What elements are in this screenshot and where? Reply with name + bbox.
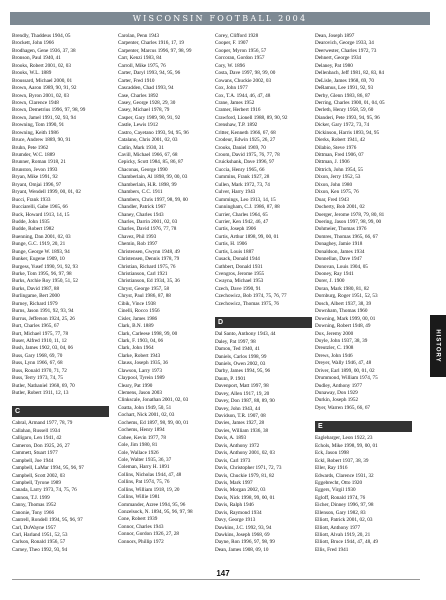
roster-entry: Elliott, Anthony 1977 xyxy=(315,524,361,531)
section-header-d: D xyxy=(215,317,312,328)
roster-entry: Buser, Alfred 1910, 11, 12 xyxy=(12,337,67,344)
roster-column-3 xyxy=(215,33,327,554)
roster-entry: Brendly, Thaddeus 1904, 05 xyxy=(12,33,71,39)
roster-entry: Doyle, John 1937, 38, 39 xyxy=(315,337,368,344)
roster-entry: Dohmeier, Thomas 1976 xyxy=(315,226,367,233)
roster-entry: Cammett, Stuart 1977 xyxy=(12,450,58,457)
roster-entry: Brunner, Roman 1918, 21 xyxy=(12,159,66,166)
roster-entry: Dawkins, J.C. 1992, 93, 94 xyxy=(215,524,272,531)
roster-entry: Culver, Harry 1943 xyxy=(215,189,256,196)
roster-entry: Charles, David 1976, 77, 78 xyxy=(118,226,177,233)
roster-entry: Crodeur, Edwin 1925, 26, 27 xyxy=(215,137,276,144)
roster-entry: Cannon, T.J. 1999 xyxy=(12,494,50,501)
roster-entry: Cavill, Michael 1966, 67, 68 xyxy=(118,152,178,158)
roster-entry: Brumder, W.C. 1889 xyxy=(12,152,55,158)
roster-entry: Doerger, Jerome 1978, 79, 80, 81 xyxy=(315,211,385,218)
roster-entry: Cantrell, Rondell 1994, 95, 96, 97 xyxy=(12,517,83,524)
roster-entry: Calligaro, Len 1941, 42 xyxy=(12,435,62,442)
roster-entry: Edwards, Clarence 1931, 32 xyxy=(315,472,374,479)
roster-entry: Brockett, John 1966 xyxy=(12,40,54,47)
roster-entry: Brodhagen, Gene 1936, 37, 38 xyxy=(12,47,76,54)
c-names-list xyxy=(12,420,124,554)
roster-entry: Drummond, William 1974, 75 xyxy=(315,375,378,382)
roster-entry: Catalano, Chris 2001, 02, 03 xyxy=(118,137,178,144)
roster-entry: Downing, Mark 1999, 00, 01 xyxy=(315,315,376,322)
roster-entry: Budde, John 1935 xyxy=(12,218,50,225)
roster-entry: Dudley, Anthony 1977 xyxy=(315,382,363,389)
roster-entry: Davenport, Matt 1997, 98 xyxy=(215,383,269,390)
roster-entry: Dox, Jeremy 2000 xyxy=(315,330,354,337)
section-header-c: C xyxy=(12,406,109,417)
roster-entry: Carolan, Penn 1943 xyxy=(118,33,160,39)
roster-entry: Davis, Morgan 2002, 03 xyxy=(215,487,266,494)
roster-entry: Dixon, John 1980 xyxy=(315,181,353,188)
roster-column-4 xyxy=(315,33,419,554)
roster-entry: Burlingame, Bert 2000 xyxy=(12,293,60,300)
roster-entry: Croom, David 1975, 76, 77, 78 xyxy=(215,152,280,158)
roster-entry: Crenshaw, T.P. 1892 xyxy=(215,122,258,129)
roster-entry: Davis, Christopher 1971, 72, 73 xyxy=(215,465,282,472)
roster-entry: Chambers, Chris 1997, 98, 99, 00 xyxy=(118,196,188,203)
roster-entry: Durkin, Joseph 1952 xyxy=(315,397,359,404)
roster-entry: Burgess, Yusef 1990, 91, 92, 93 xyxy=(12,263,78,270)
roster-entry: Dilabio, Steve 1976 xyxy=(315,144,357,151)
roster-column-2 xyxy=(118,33,230,546)
roster-entry: Davis, Anthony 2001, 02, 03 xyxy=(215,450,275,457)
roster-entry: Casper, Gary 1989, 90, 91, 92 xyxy=(118,114,181,121)
roster-entry: Czechowicz, Thomas 1975, 76 xyxy=(215,300,280,307)
roster-entry: Cascadden, Chad 1993, 94 xyxy=(118,85,174,92)
roster-entry: Cullen, Mark 1972, 73, 74 xyxy=(215,181,270,188)
roster-entry: Daum, P. 1901 xyxy=(215,375,246,382)
roster-entry: Davis, Ralph 1946 xyxy=(215,502,254,509)
roster-entry: Cuthbert, Donald 1931 xyxy=(215,263,263,270)
roster-entry: Elliott, Patrick 2001, 02, 03 xyxy=(315,517,373,524)
roster-entry: Cole, Wallace 1926 xyxy=(118,449,159,456)
roster-entry: Clark, Carleese 1998, 99, 00 xyxy=(118,330,178,337)
roster-entry: Bucci, Frank 1933 xyxy=(12,196,51,203)
roster-entry: Donaghey, Jamie 1918 xyxy=(315,241,363,248)
roster-entry: Browning, Tom 1990, 91 xyxy=(12,122,65,129)
roster-entry: Cunningham, C.J. 1986, 87, 88 xyxy=(215,204,280,211)
roster-entry: Christianson, Carl 1921 xyxy=(118,271,168,277)
roster-entry: Broussard, Michael 2000, 01 xyxy=(12,77,73,84)
roster-entry: Clark, John 1964 xyxy=(118,345,154,352)
roster-entry: Collins, Willie 1981 xyxy=(118,494,160,501)
roster-entry: Collins, Nicholas 1944, 47, 48 xyxy=(118,471,182,478)
roster-entry: Crane, James 1952 xyxy=(215,99,255,106)
roster-entry: Cone, Robert 1939 xyxy=(118,516,158,523)
roster-entry: Davey, John 1943, 44 xyxy=(215,405,261,412)
roster-entry: Chryst, George 1957, 58 xyxy=(118,285,170,292)
roster-entry: Bush, James 1902, 03, 04, 06 xyxy=(12,345,73,352)
roster-entry: Carl, Harland 1951, 52, 53 xyxy=(12,532,68,538)
roster-entry: Daniels, Carlos 1998, 99 xyxy=(215,353,267,360)
roster-entry: Collins, Pat 1974, 75, 76 xyxy=(118,479,170,486)
roster-entry: Cohee, Kevin 1977, 78 xyxy=(118,434,166,441)
roster-entry: Brooks, W.L. 1889 xyxy=(12,70,52,77)
roster-entry: Downing, Robert 1948, 49 xyxy=(315,323,371,330)
roster-entry: Cibik, Vince 1938 xyxy=(118,300,156,307)
roster-entry: Bunge, George W. 1893, 94 xyxy=(12,248,70,255)
roster-entry: Christensen, Dennis 1978, 79 xyxy=(118,256,180,263)
roster-entry: Cole, Jim 1980, 81 xyxy=(118,442,158,449)
roster-entry: Burt, Michael 1975, 77, 78 xyxy=(12,330,69,337)
roster-entry: Dittrich, John 1954, 55 xyxy=(315,166,363,173)
section-header-e: E xyxy=(315,421,412,432)
roster-entry: Davies, James 1927, 28 xyxy=(215,420,265,427)
roster-entry: Elliott, Bruce 1944, 47, 48, 49 xyxy=(315,539,378,546)
roster-entry: Dittman, J. 1906 xyxy=(315,159,350,166)
roster-entry: Czechowicz, Bob 1974, 75, 76, 77 xyxy=(215,293,287,300)
roster-entry: Casey, Michael 1978, 79 xyxy=(118,107,170,114)
roster-entry: Collins, William 1918, 19, 20 xyxy=(118,486,180,493)
roster-entry: Derleth, Henry 1958, 59, 60 xyxy=(315,107,374,114)
roster-entry: Campbell, LaMar 1994, 95, 96, 97 xyxy=(12,465,84,472)
roster-entry: Cepicky, Scott 1984, 85, 86, 87 xyxy=(118,159,184,166)
roster-entry: Dooney, Ray 1941 xyxy=(315,271,354,277)
roster-entry: Dyer, Warren 1965, 66, 67 xyxy=(315,404,371,411)
roster-entry: Cummins, Frank 1927, 28 xyxy=(215,174,270,181)
roster-entry: Eicher, Dinney 1996, 97, 98 xyxy=(315,502,374,509)
roster-entry: Burns, Jason 1991, 92, 93, 94 xyxy=(12,308,74,315)
roster-entry: Buck, Howard 1913, 14, 15 xyxy=(12,211,70,218)
roster-entry: Carr, Kenzi 1983, 84 xyxy=(118,55,162,62)
roster-entry: Dehnert, George 1934 xyxy=(315,55,362,62)
roster-entry: Cochems, Henry 1894 xyxy=(118,427,165,434)
d-names-list-continued xyxy=(315,33,419,412)
roster-entry: Chaney, Charles 1943 xyxy=(118,211,164,218)
roster-entry: Eaglebarger, Leon 1922, 23 xyxy=(315,435,373,442)
roster-entry: Cory, W. 1896 xyxy=(215,62,245,69)
roster-entry: Buss, Lynn 1966, 67, 68 xyxy=(12,360,63,367)
roster-entry: Dierks, Robert 1941, 42 xyxy=(315,137,365,144)
roster-entry: Driver, Earl 1899, 00, 01, 02 xyxy=(315,367,375,374)
roster-entry: Buenning, Dan 2001, 02, 03 xyxy=(12,233,71,240)
roster-entry: Eggers, Virgil 1930 xyxy=(315,487,356,494)
roster-entry: Burney, Richard 1979 xyxy=(12,300,58,307)
roster-entry: Cleary, Pat 1990 xyxy=(118,382,153,389)
roster-entry: Doering, Jason 1997, 98, 99, 00 xyxy=(315,218,382,225)
roster-entry: Dreutzler, C. 1908 xyxy=(315,345,354,352)
roster-entry: Cuccia, Henry 1965, 66 xyxy=(215,166,265,173)
roster-entry: Chambers, C.C. 1911 xyxy=(118,189,163,196)
roster-entry: Currier, Ken 1942, 46, 47 xyxy=(215,218,269,225)
roster-entry: Christian, Richard 1975, 76 xyxy=(118,263,176,270)
roster-entry: Darby, James 1994, 95, 96 xyxy=(215,368,271,375)
roster-entry: Canonie, Tony 1966 xyxy=(12,509,55,516)
roster-entry: Cisler, James 1986 xyxy=(118,315,158,322)
roster-entry: Callahan, Russell 1934 xyxy=(12,427,60,434)
c-names-list-continued xyxy=(118,33,230,546)
roster-entry: Eck, Jason 1998 xyxy=(315,450,349,457)
roster-entry: Burrus, Jefferson 1924, 25, 26 xyxy=(12,315,75,322)
page-number: 147 xyxy=(216,569,230,578)
roster-entry: Cruickshank, Dave 1996, 97 xyxy=(215,159,275,166)
roster-entry: Campbell, Joe 1944 xyxy=(12,457,54,464)
roster-entry: Burks, Archie Roy 1950, 51, 52 xyxy=(12,278,78,285)
roster-entry: Bryant, Omjai 1996, 97 xyxy=(12,181,62,188)
roster-entry: Davidson, T.R. 1907, 08 xyxy=(215,413,266,419)
c-names-list-end xyxy=(215,33,327,308)
roster-entry: Catlin, Mark 1930, 31 xyxy=(118,144,164,151)
roster-entry: Chavez, Phil 1993 xyxy=(118,233,157,240)
roster-entry: Delaney, Pat 1980 xyxy=(315,62,353,69)
roster-entry: Dearovich, George 1933, 34 xyxy=(315,40,374,47)
roster-entry: Chryst, Paul 1986, 87, 88 xyxy=(118,293,171,300)
roster-entry: Connor, Gordon 1926, 27, 28 xyxy=(118,531,180,538)
roster-entry: DeRamus, Lee 1991, 92, 93 xyxy=(315,85,374,92)
roster-entry: Claypool, Tyrein 1989 xyxy=(118,375,165,382)
roster-entry: Christianson, Ed 1934, 35, 36 xyxy=(118,278,180,285)
roster-entry: Dittman, Fred 1906, 07 xyxy=(315,152,364,158)
roster-entry: Bunge, G.C. 1919, 20, 21 xyxy=(12,241,66,248)
roster-entry: Davey, Don 1987, 88, 89, 90 xyxy=(215,398,275,405)
roster-entry: Burt, Charles 1965, 67 xyxy=(12,323,60,330)
roster-entry: Cooper, Myron 1956, 57 xyxy=(215,47,267,54)
roster-entry: Dawkins, Joseph 1968, 69 xyxy=(215,532,270,538)
roster-entry: Chaconas, George 1990 xyxy=(118,166,168,173)
roster-entry: Clark, B.N. 1889 xyxy=(118,323,154,330)
roster-entry: Carlson, Ronald 1956, 57 xyxy=(12,539,66,546)
roster-entry: Connor, Charles 1943 xyxy=(118,523,164,530)
roster-entry: Buss, Ronald 1970, 71, 72 xyxy=(12,367,67,374)
roster-entry: Browning, Keith 1986 xyxy=(12,129,59,136)
roster-entry: Cox, T.A. 1944, 46, 47, 48 xyxy=(215,92,271,99)
roster-entry: Commander, Azree 1994, 95, 96 xyxy=(118,501,186,508)
e-names-list xyxy=(315,435,419,554)
roster-entry: Burks, David 1987, 88 xyxy=(12,285,60,292)
roster-entry: Crooks, Daniel 1969, 70 xyxy=(215,144,266,151)
roster-entry: Carpenter, Charles 1916, 17, 19 xyxy=(118,40,184,47)
roster-entry: Dickinson, Harris 1893, 94, 95 xyxy=(315,129,380,136)
roster-entry: Costa, Dave 1997, 98, 99, 00 xyxy=(215,70,276,77)
roster-entry: Castle, Lewis 1912 xyxy=(118,122,158,129)
roster-entry: Brown, Byron 2001, 02, 03 xyxy=(12,92,69,99)
roster-entry: Dunaway, Don 1929 xyxy=(315,390,358,396)
roster-entry: Clemens, Jason 2003 xyxy=(118,390,162,396)
roster-entry: Chemin, Rob 1997 xyxy=(118,241,158,248)
d-names-list xyxy=(215,331,327,554)
roster-entry: Carl, DuWayne 1957 xyxy=(12,524,56,531)
roster-entry: Cole, Walter 1935, 36, 37 xyxy=(118,456,172,463)
roster-entry: Curtis, Joseph 1906 xyxy=(215,226,257,233)
roster-entry: Buss, Terry 1973, 74, 75 xyxy=(12,375,63,382)
roster-entry: Cramer, Herbert 1916 xyxy=(215,107,261,114)
roster-entry: Dayne, Ron 1996, 97, 98, 99 xyxy=(215,539,275,546)
roster-entry: Bryant, Wendell 1999, 00, 01, 02 xyxy=(12,189,81,196)
roster-entry: Brown, Aaron 1989, 90, 91, 92 xyxy=(12,85,77,92)
roster-entry: Curtis, Louis 1887 xyxy=(215,248,254,255)
roster-entry: Downham, Thomas 1960 xyxy=(315,308,368,315)
b-names-list xyxy=(12,33,124,397)
roster-entry: Butler, Robert 1911, 12, 13 xyxy=(12,390,69,396)
roster-entry: Campbell, Tyrone 1989 xyxy=(12,479,61,486)
roster-entry: Donaldson, James 1934 xyxy=(315,248,365,255)
roster-entry: Cowans, Chuckie 2002, 03 xyxy=(215,77,272,84)
roster-entry: Daley, Pat 1997, 98 xyxy=(215,338,256,345)
roster-entry: Donnellan, Dave 1947 xyxy=(315,256,362,263)
roster-entry: Curtis, H. 1906 xyxy=(215,241,247,248)
roster-entry: Cummings, Leo 1913, 14, 15 xyxy=(215,196,276,203)
roster-entry: Bunker, Eugene 1909, 10 xyxy=(12,256,65,263)
roster-entry: Cusack, Donald 1944 xyxy=(215,256,260,263)
roster-entry: Crawford, Lionell 1988, 89, 90, 92 xyxy=(215,114,288,121)
roster-entry: Dornburg, Roger 1951, 52, 53 xyxy=(315,293,378,300)
roster-entry: Doar, Fred 1943 xyxy=(315,196,349,203)
roster-entry: Cox, John 1977 xyxy=(215,85,248,92)
roster-entry: Cooper, F. 1907 xyxy=(215,40,249,47)
roster-entry: Burke, Tom 1995, 96, 97, 98 xyxy=(12,271,72,277)
roster-entry: Bryan, Mike 1991, 92 xyxy=(12,174,58,181)
roster-entry: Carney, Theo 1992, 93, 94 xyxy=(12,546,68,553)
roster-entry: Dean, James 1908, 09, 10 xyxy=(215,546,269,553)
roster-entry: Brown, Demetrius 1996, 97, 98, 99 xyxy=(12,107,86,114)
roster-entry: Dreyer, Wally 1946, 47, 48 xyxy=(315,360,372,367)
roster-entry: Damon, Ted 1940, 41 xyxy=(215,346,260,353)
roster-entry: Campbell, Scott 2002, 03 xyxy=(12,472,65,479)
roster-entry: Dal Santo, Anthony 1943, 44 xyxy=(215,331,276,338)
roster-entry: Chandler, Patrick 1967 xyxy=(118,204,166,211)
roster-entry: Casey, George 1928, 29, 30 xyxy=(118,99,176,106)
roster-entry: Davis, Carl 1973 xyxy=(215,457,251,464)
roster-entry: Coatta, John 1949, 50, 51 xyxy=(118,404,172,411)
roster-entry: Brown, Jamel 1991, 92, 93, 94 xyxy=(12,114,76,121)
roster-entry: Corcoran, Gordon 1957 xyxy=(215,55,265,62)
roster-entry: Davis, Mark 1997 xyxy=(215,479,253,486)
roster-entry: Davis, A. 1893 xyxy=(215,435,247,442)
roster-entry: Egloff, Ronald 1974, 76 xyxy=(315,494,366,501)
roster-entry: Carpenter, Marcus 1996, 97, 98, 99 xyxy=(118,47,192,54)
roster-entry: Bronson, Paul 1940, 41 xyxy=(12,55,61,62)
roster-entry: Czech, Dave 1990, 91 xyxy=(215,285,261,292)
roster-entry: Echols, Mike 1998, 99, 00, 01 xyxy=(315,442,378,449)
roster-entry: Bucciarelli, Gabe 1965, 66 xyxy=(12,204,68,211)
roster-entry: Donovan, Louis 1904, 05 xyxy=(315,263,368,270)
roster-entry: Castro, Cayetano 1993, 94, 95, 96 xyxy=(118,129,189,136)
roster-entry: Chamberlain, Al 1898, 99, 00, 03 xyxy=(118,174,188,181)
roster-entry: Clawson, Larry 1973 xyxy=(118,367,162,374)
roster-entry: Davies, William 1936, 38 xyxy=(215,427,269,434)
roster-entry: Dean, Joseph 1897 xyxy=(315,33,355,39)
roster-entry: Ellenson, Gary 1982, 83 xyxy=(315,509,366,516)
roster-entry: Brooks, Robert 2001, 02, 03 xyxy=(12,62,71,69)
roster-entry: Buss, Gary 1968, 69, 70 xyxy=(12,352,63,359)
roster-entry: Coleman, Harry H. 1891 xyxy=(118,464,170,471)
roster-entry: Dellenbach, Jeff 1981, 82, 83, 84 xyxy=(315,70,384,77)
roster-entry: DeLisle, James 1968, 69, 70 xyxy=(315,77,374,84)
roster-entry: Ellis, Fred 1941 xyxy=(315,546,349,553)
footer-rule xyxy=(12,579,420,580)
roster-entry: Domres, Thomas 1965, 66, 67 xyxy=(315,233,378,240)
page-header-title: WISCONSIN FOOTBALL 2004 xyxy=(132,14,308,23)
roster-entry: Clarke, Robert 1943 xyxy=(118,352,161,359)
roster-entry: Critter, Kenneth 1966, 67, 68 xyxy=(215,129,276,136)
roster-entry: Dicker, Gary 1972, 73, 74 xyxy=(315,122,370,129)
roster-entry: Connors, Phillip 1972 xyxy=(118,538,164,545)
roster-entry: Elliott, Alvah 1919, 20, 21 xyxy=(315,532,371,538)
roster-entry: Deerwester, Charles 1972, 73 xyxy=(315,47,377,54)
roster-entry: Cameron, Don 1925, 26, 27 xyxy=(12,442,70,449)
roster-entry: Eckl, Robert 1937, 38, 39 xyxy=(315,457,369,464)
roster-entry: Davey, Allen 1917, 19, 20 xyxy=(215,390,270,397)
roster-entry: Docherty, Bob 2001, 02 xyxy=(315,204,365,211)
roster-entry: Dosch, Albert 1937, 38, 39 xyxy=(315,300,372,307)
roster-entry: Brunston, Jevon 1993 xyxy=(12,166,58,173)
roster-entry: Eggebrecht, Otto 1920 xyxy=(315,479,363,486)
roster-entry: Doran, Mark 1980, 81, 82 xyxy=(315,285,370,292)
roster-entry: Canada, Larry 1973, 74, 75, 76 xyxy=(12,487,77,494)
roster-entry: Derby, Glenn 1983, 86, 87 xyxy=(315,92,371,99)
roster-column-1 xyxy=(12,33,124,554)
roster-entry: Conzelsock, N. 1894, 95, 96, 97, 98 xyxy=(118,509,193,515)
roster-entry: Cochems, Ed 1897, 98, 99, 00, 01 xyxy=(118,419,189,426)
roster-entry: Davis, Chuckie 1979, 81, 82 xyxy=(215,472,275,479)
roster-entry: Charles, Darrin 2001, 02, 03 xyxy=(118,218,178,225)
roster-entry: Carter, Daryl 1993, 94, 95, 96 xyxy=(118,70,181,77)
roster-entry: Brown, Clarence 1948 xyxy=(12,99,59,106)
page-header-banner xyxy=(10,12,430,25)
roster-entry: Cabral, Armand 1977, 78, 79 xyxy=(12,420,73,427)
roster-entry: Dixon, Ken 1975, 76 xyxy=(315,189,359,196)
roster-entry: Davy, George 1913 xyxy=(215,517,256,524)
roster-entry: Davis, Anthony 1972 xyxy=(215,442,260,449)
roster-entry: Cvengros, Jerome 1955 xyxy=(215,271,265,277)
roster-entry: Dianderi, Pete 1993, 94, 95, 96 xyxy=(315,114,380,121)
roster-entry: Drews, John 1946 xyxy=(315,352,353,359)
roster-entry: Dixon, Jerry 1952, 53 xyxy=(315,174,361,181)
roster-entry: Curtis, Arthur 1898, 99, 00, 01 xyxy=(215,233,279,240)
roster-entry: Currier, Charles 1964, 65 xyxy=(215,211,268,218)
roster-entry: Bruce, Andrew 1889, 90, 91 xyxy=(12,137,71,144)
roster-entry: Derring, Charles 1900, 01, 04, 05 xyxy=(315,99,385,106)
roster-entry: Case, Charles 1892 xyxy=(118,92,159,99)
roster-entry: Christensen, Gwynn 1948, 49 xyxy=(118,248,180,255)
roster-entry: Clark, F. 1903, 04, 06 xyxy=(118,337,164,344)
roster-entry: Carroll, Mike 1975, 76 xyxy=(118,62,166,69)
roster-entry: Butler, Nathaniel 1968, 69, 70 xyxy=(12,382,75,389)
roster-entry: Canny, Thomas 1952 xyxy=(12,502,57,509)
roster-entry: Bruhn, Pete 1962 xyxy=(12,144,49,151)
roster-entry: Davis, Raymond 1934 xyxy=(215,509,262,516)
roster-entry: Dorer, J. 1900 xyxy=(315,278,345,285)
roster-entry: Daniels, Owen 2002, 03 xyxy=(215,360,266,367)
roster-entry: Cinelli, Rocco 1956 xyxy=(118,308,160,315)
roster-entry: Davis, Nick 1998, 99, 00, 01 xyxy=(215,494,275,501)
roster-entry: Budde, Robert 1982 xyxy=(12,226,54,233)
roster-entry: Eller, Ray 1916 xyxy=(315,465,348,472)
roster-entry: Corey, Clifford 1928 xyxy=(215,33,259,39)
roster-entry: Chamberlain, H.R. 1898, 99 xyxy=(118,181,177,188)
roster-entry: Clauss, Joseph 1935, 36 xyxy=(118,360,169,367)
history-side-tab xyxy=(430,315,446,377)
roster-entry: Clinkscale, Jonathan 2001, 02, 03 xyxy=(118,397,189,404)
roster-entry: Cochart, Nick 2001, 02, 03 xyxy=(118,412,175,419)
roster-entry: Carter, Fred 1910 xyxy=(118,77,155,84)
history-tab-label: HISTORY xyxy=(435,329,441,363)
roster-entry: Cwayna, Michael 1953 xyxy=(215,278,264,285)
